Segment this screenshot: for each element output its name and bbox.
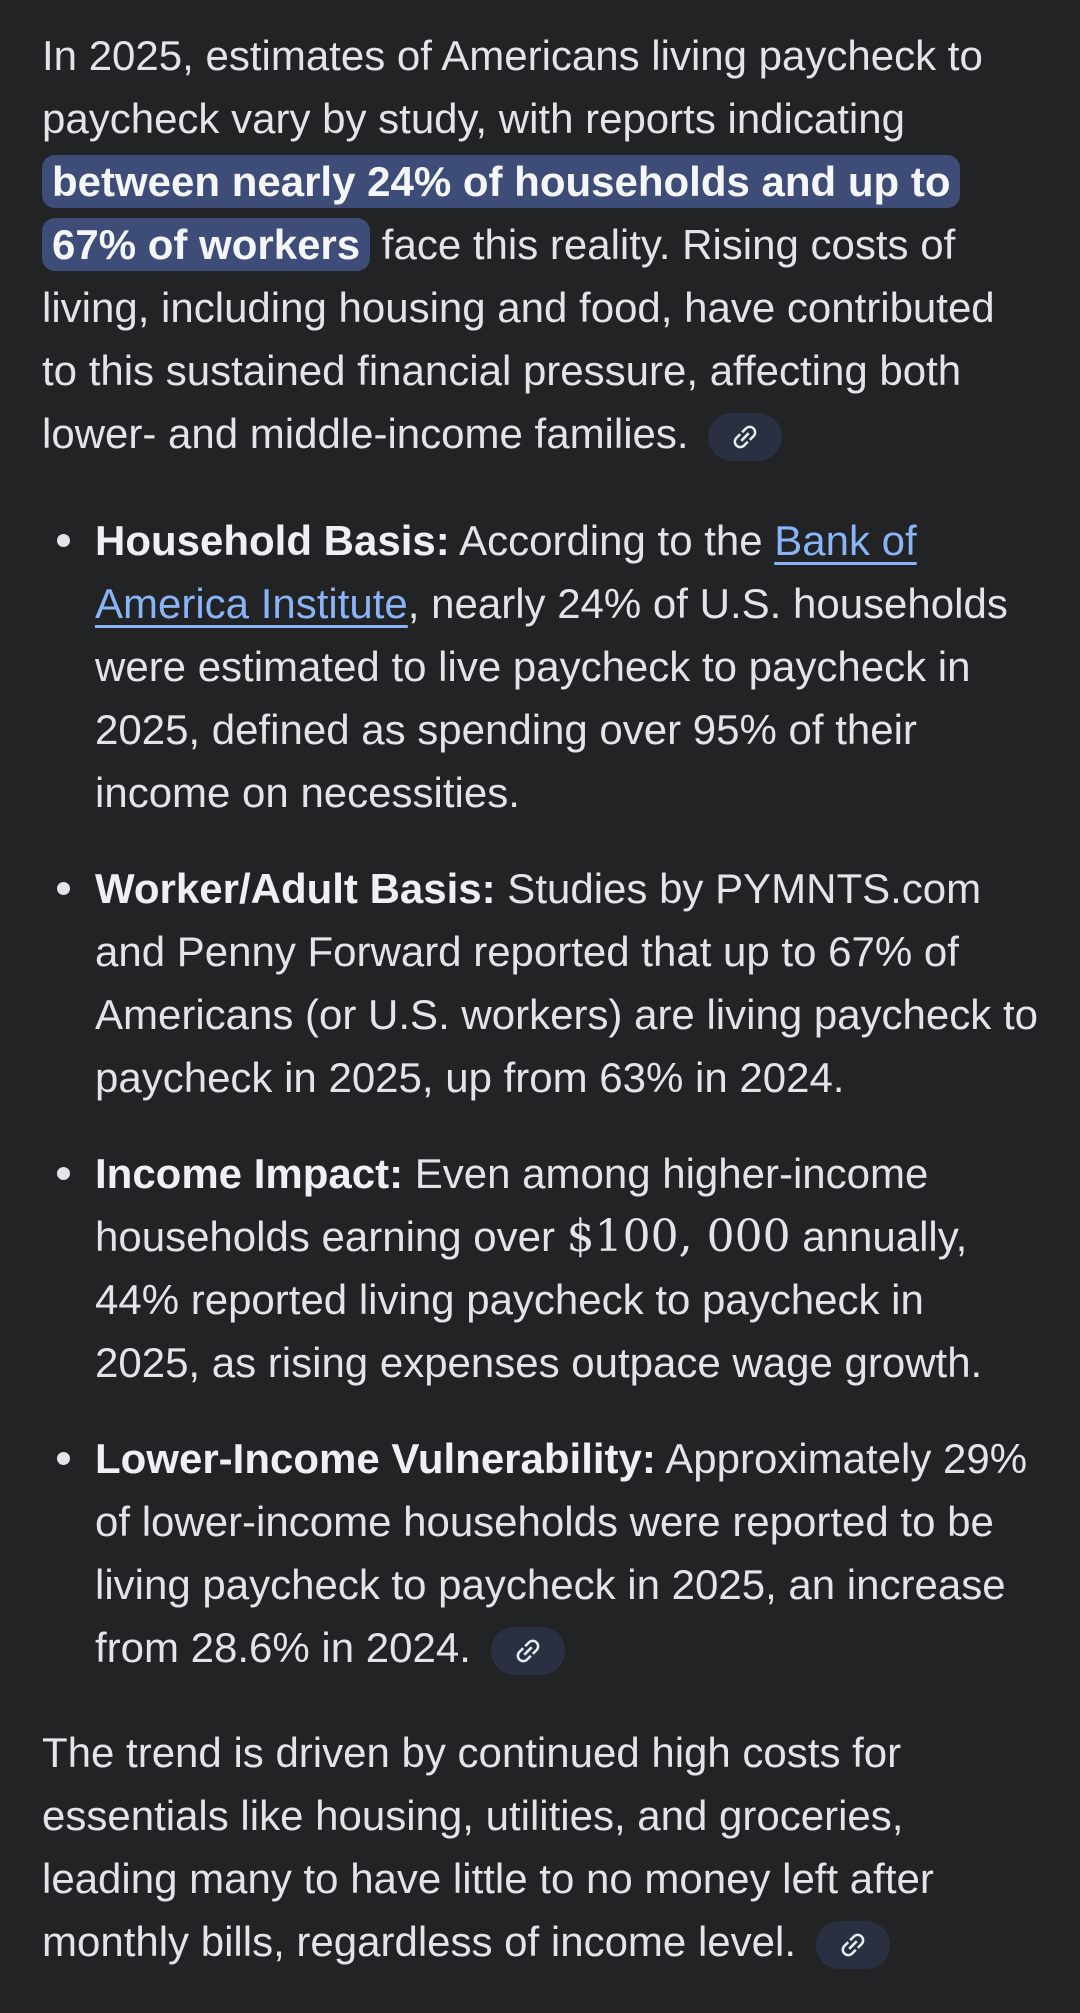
outro-text: The trend is driven by continued high costs for essentials like housing, utilities, and groceries, leading many to have little to no money left after monthly bills, regardless of income level. xyxy=(42,1729,934,1965)
citation-chip[interactable] xyxy=(816,1921,890,1969)
bullet-text: annually, 44% reported living paycheck to paycheck in 2025, as rising expenses outpace wage growth. xyxy=(95,1213,983,1386)
key-points-list xyxy=(42,509,1038,1679)
list-item-worker-adult-basis xyxy=(95,857,1038,1109)
bullet-label: Lower-Income Vulnerability: xyxy=(95,1435,656,1482)
intro-text-pre: In 2025, estimates of Americans living paycheck to paycheck vary by study, with reports indicating xyxy=(42,32,983,142)
citation-chip[interactable] xyxy=(708,413,782,461)
highlighted-claim[interactable]: between nearly 24% of households and up to 67% of workers xyxy=(42,155,960,271)
list-item-household-basis xyxy=(95,509,1038,824)
dollar-amount: $100, 000 xyxy=(566,1211,791,1262)
bullet-label: Income Impact: xyxy=(95,1150,404,1197)
bank-of-america-institute-link[interactable]: Bank of America Institute xyxy=(95,517,917,627)
closing-paragraph xyxy=(42,1721,1038,1973)
list-item-lower-income-vulnerability xyxy=(95,1427,1038,1679)
bullet-text: According to the xyxy=(449,517,775,564)
bullet-text: , nearly 24% of U.S. households were estimated to live paycheck to paycheck in 2025, defined as spending over 95% of their income on necessities. xyxy=(95,580,1008,816)
link-icon xyxy=(830,1922,875,1967)
intro-text-post: face this reality. Rising costs of living, including housing and food, have contributed to this sustained financial pressure, affecting both lower- and middle-income families. xyxy=(42,221,995,457)
link-icon xyxy=(505,1628,550,1673)
citation-chip[interactable] xyxy=(491,1627,565,1675)
intro-paragraph xyxy=(42,24,1038,465)
bullet-label: Household Basis: xyxy=(95,517,450,564)
bullet-label: Worker/Adult Basis: xyxy=(95,865,496,912)
bullet-text: Studies by PYMNTS.com and Penny Forward reported that up to 67% of Americans (or U.S. workers) are living paycheck to paycheck in 2025, up from 63% in 2024. xyxy=(95,865,1038,1101)
list-item-income-impact xyxy=(95,1142,1038,1394)
bullet-text: Approximately 29% of lower-income households were reported to be living paycheck to paycheck in 2025, an increase from 28.6% in 2024. xyxy=(95,1435,1028,1671)
link-icon xyxy=(723,414,768,459)
bullet-text: Even among higher-income households earning over xyxy=(95,1150,929,1260)
